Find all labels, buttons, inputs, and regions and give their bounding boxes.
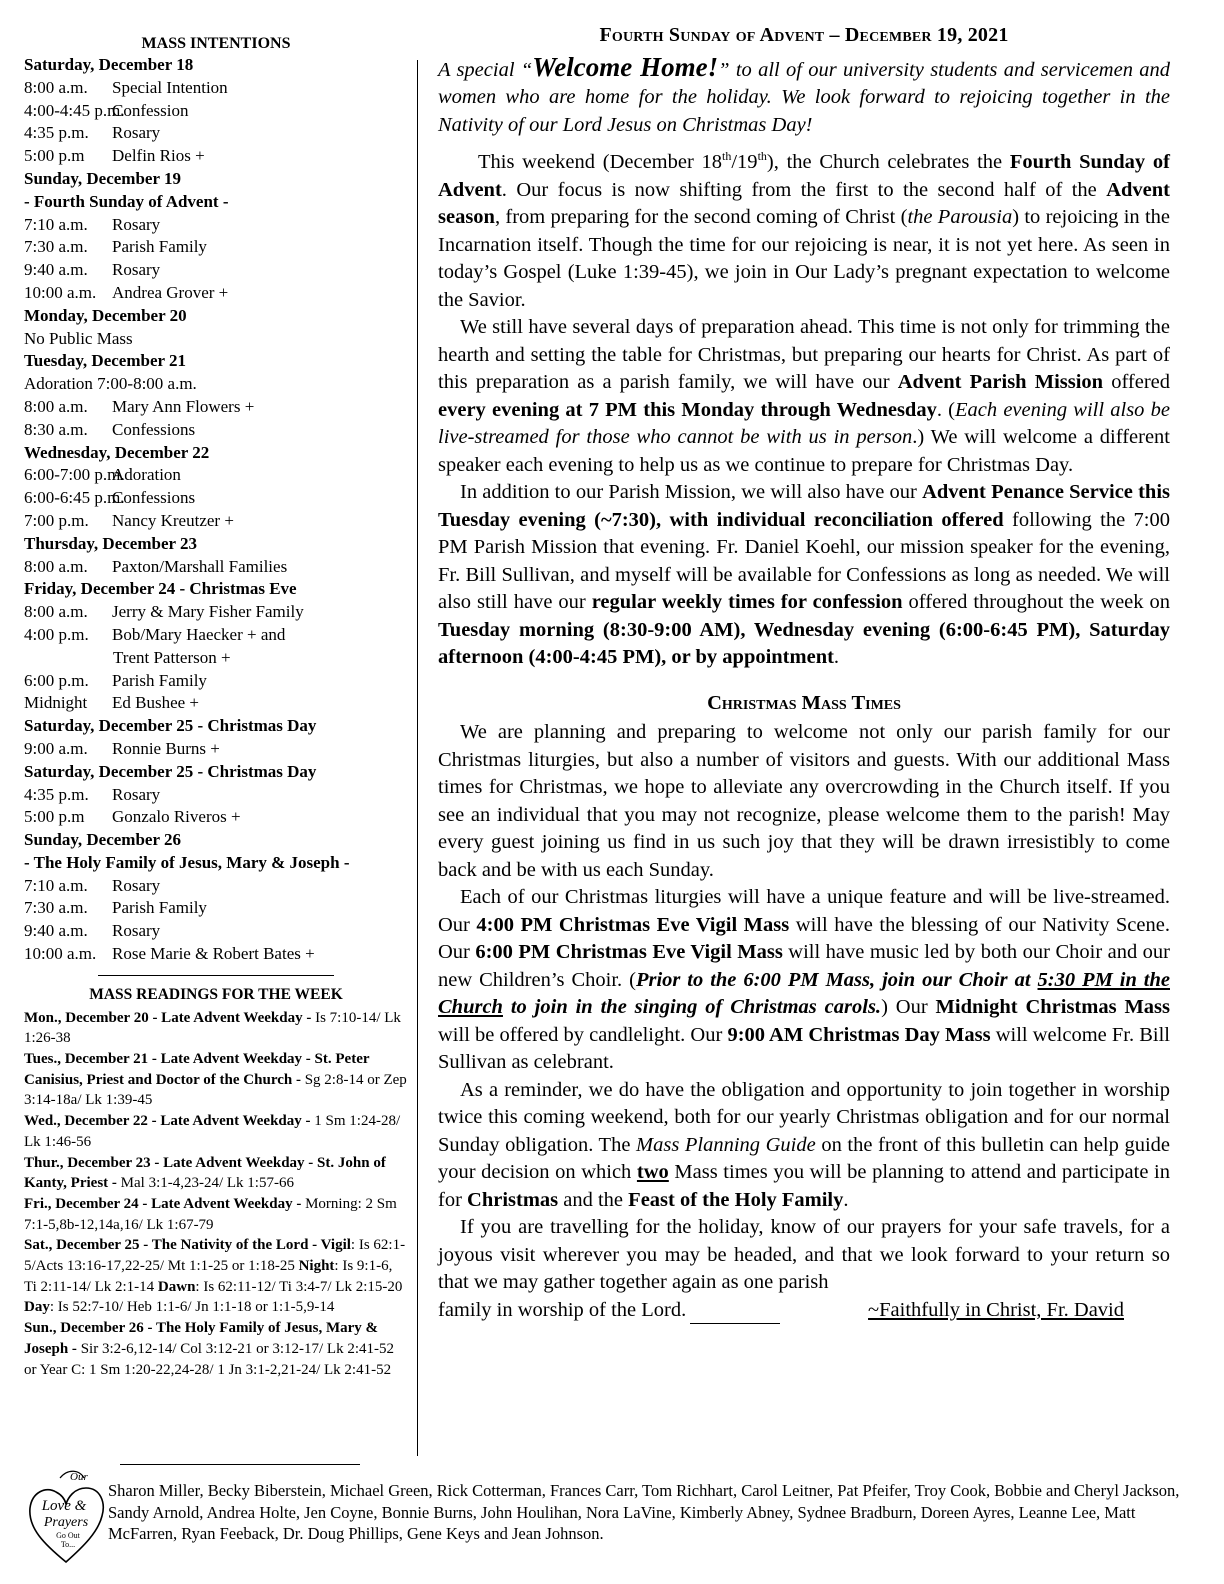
intention-day-heading: Friday, December 24 - Christmas Eve [24, 579, 297, 599]
intention-entry [24, 647, 408, 670]
mass-readings [24, 985, 408, 1380]
intention-entry [24, 670, 408, 693]
reading-citation: : Is 62:11-12/ Ti 3:4-7/ Lk 2:15-20 [195, 1278, 403, 1295]
intention-day-heading: - Fourth Sunday of Advent - [24, 191, 229, 211]
intention-time: 5:00 p.m [24, 807, 85, 827]
intention-text: Delfin Rios + [112, 146, 205, 166]
logo-text-love: Love & [41, 1498, 87, 1514]
left-column [24, 34, 408, 1380]
intention-time: 8:00 a.m. [24, 396, 88, 416]
intention-time: 6:00-7:00 p.m. [24, 465, 125, 485]
intention-entry [24, 122, 408, 145]
paragraph-penance-service: In addition to our Parish Mission, we will also have our Advent Penance Service this Tuesday evening (~7:30), with individual reconciliation offered following the 7:00 PM Parish Mission that evening. Fr. Daniel Koehl, our mission speaker for the evening, Fr. Bill Sullivan, and myself will be available for Confessions as long as needed. We will also still have our regular weekly times for confession offered throughout the week on Tuesday morning (8:30-9:00 AM), Wednesday evening (6:00-6:45 PM), Saturday afternoon (4:00-4:45 PM), or by appointment. [438, 481, 1171, 668]
intention-text: Parish Family [112, 237, 207, 257]
intention-day-heading: Sunday, December 19 [24, 168, 181, 188]
reading-title: Thur., December 23 - Late Advent Weekday - St. John of Kanty, Priest - [24, 1154, 386, 1192]
intention-time: 7:30 a.m. [24, 237, 88, 257]
intention-time: 4:00 p.m. [24, 624, 89, 644]
signature-line [438, 1297, 1170, 1325]
reading-title: Mon., December 20 - Late Advent Weekday - [24, 1009, 312, 1026]
column-divider [417, 60, 418, 1456]
intention-entry [24, 419, 408, 442]
reading-title: Dawn [157, 1278, 196, 1295]
intention-text: Confession [112, 100, 189, 120]
reading-citation: : Is 9:1-6, Ti 2:11-14/ Lk 2:1-14 [24, 1258, 393, 1295]
paragraph-obligation: As a reminder, we do have the obligation and opportunity to join together in worship twice this coming weekend, both for our yearly Christmas obligation and for our normal Sunday obligation. The Mass Planning Guide on the front of this bulletin can help guide your decision on which two Mass times you will be planning to attend and participate in for Christmas and the Feast of the Holy Family. [438, 1078, 1170, 1211]
intention-time: 10:00 a.m. [24, 282, 97, 302]
intention-text: Paxton/Marshall Families [112, 556, 288, 576]
christmas-mass-times-heading: Christmas Mass Times [707, 691, 901, 714]
intention-text: Parish Family [112, 670, 207, 690]
reading-title: Fri., December 24 - Late Advent Weekday - [24, 1195, 302, 1212]
intention-text: Ed Bushee + [112, 693, 200, 713]
paragraph-welcome-guests: We are planning and preparing to welcome not only our parish family for our Christmas liturgies, but also a number of visitors and guests. With our additional Mass times for Christmas, we hope to alleviate any overcrowding in the Church itself. If you see an individual that you may not recognize, please welcome them to the parish! May every guest joining us find in us such joy that they will be drawn irresistibly to come back and be with us each Sunday. [438, 721, 1170, 881]
intention-text: No Public Mass [24, 328, 133, 348]
reading-title: Wed., December 22 - Late Advent Weekday - [24, 1113, 311, 1130]
logo-text-prayers: Prayers [43, 1515, 89, 1530]
intention-text: Rosary [112, 214, 161, 234]
intention-entry [24, 556, 408, 579]
intention-text: Gonzalo Riveros + [112, 807, 241, 827]
intention-text: Ronnie Burns + [112, 738, 220, 758]
intention-text: Jerry & Mary Fisher Family [112, 602, 304, 622]
welcome-home-text: Welcome Home! [532, 51, 719, 82]
intention-text: Mary Ann Flowers + [112, 396, 255, 416]
intention-entry [24, 738, 408, 761]
intention-text: Adoration 7:00-8:00 a.m. [24, 374, 197, 394]
intention-time: 6:00 p.m. [24, 670, 89, 690]
intention-time: 7:00 p.m. [24, 510, 89, 530]
intention-text: Special Intention [112, 77, 228, 97]
paragraph-travel: If you are travelling for the holiday, know of our prayers for your safe travels, for a joyous visit wherever you may be headed, and that we look forward to your return so that we may gather together again as one parish [438, 1216, 1170, 1293]
intention-entry [24, 464, 408, 487]
intention-entry [24, 328, 408, 351]
reading-item [24, 1194, 408, 1235]
intention-text: Nancy Kreutzer + [112, 510, 234, 530]
reading-citation: Mal 3:1-4,23-24/ Lk 1:57-66 [116, 1175, 294, 1192]
reading-citation: 1 Sm 1:24-28/ Lk 1:46-56 [24, 1113, 401, 1150]
intention-day-heading: Saturday, December 25 - Christmas Day [24, 761, 317, 781]
divider [98, 975, 334, 976]
logo-text-our: Our [70, 1471, 88, 1483]
intention-time: Midnight [24, 693, 88, 713]
intention-entry [24, 897, 408, 920]
intention-text: Rose Marie & Robert Bates + [112, 944, 315, 964]
intention-time: 10:00 a.m. [24, 944, 97, 964]
intention-time: 8:00 a.m. [24, 602, 88, 622]
intention-entry [24, 236, 408, 259]
intention-text: Andrea Grover + [112, 282, 229, 302]
reading-citation: Sir 3:2-6,12-14/ Col 3:12-21 or 3:12-17/ Lk 2:41-52 or Year C: 1 Sm 1:20-22,24-28/ 1 Jn 3:1-2,21-24/ Lk 2:41-52 [24, 1340, 395, 1378]
intention-day-heading: Wednesday, December 22 [24, 442, 210, 462]
reading-citation: Sg 2:8-14 or Zep 3:14-18a/ Lk 1:39-45 [24, 1071, 407, 1109]
intention-entry [24, 601, 408, 624]
intention-time: 4:35 p.m. [24, 123, 89, 143]
reading-title: Day [24, 1299, 50, 1316]
intention-entry [24, 943, 408, 966]
intention-entry [24, 259, 408, 282]
intention-time: 6:00-6:45 p.m. [24, 488, 125, 508]
intention-day-heading: Monday, December 20 [24, 305, 187, 325]
intention-entry [24, 396, 408, 419]
reading-item [24, 1318, 408, 1380]
reading-item [24, 1049, 408, 1111]
intention-text: Parish Family [112, 898, 207, 918]
intention-entry [24, 875, 408, 898]
intention-text: Rosary [112, 875, 161, 895]
intention-entry [24, 487, 408, 510]
reading-citation: : Is 62:1-5/Acts 13:16-17,22-25/ Mt 1:1-25 or 1:18-25 [24, 1237, 406, 1275]
mass-readings-title: MASS READINGS FOR THE WEEK [89, 985, 343, 1003]
intention-text: Bob/Mary Haecker + and [112, 624, 286, 644]
reading-citation: Is 7:10-14/ Lk 1:26-38 [24, 1009, 401, 1047]
reading-item [24, 1235, 408, 1318]
intention-day-heading: Saturday, December 18 [24, 55, 194, 74]
intention-text: Rosary [112, 123, 161, 143]
intention-text: Rosary [112, 921, 161, 941]
reading-item [24, 1008, 408, 1049]
reading-title: Sat., December 25 - The Nativity of the Lord - Vigil [24, 1237, 351, 1254]
prayer-names: Sharon Miller, Becky Biberstein, Michael Green, Rick Cotterman, Frances Carr, Tom Richhart, Carol Leitner, Pat Pfeifer, Troy Cook, Bobbie and Cheryl Jackson, Sandy Arnold, Andrea Holte, Jen Coyne, Bonnie Burns, John Houlihan, Nora LaVine, Kimberly Abney, Sydnee Bradburn, Doreen Ayres, Leanne Lee, Matt McFarren, Ryan Feeback, Dr. Doug Phillips, Gene Keys and Jean Johnson. [108, 1481, 1180, 1543]
intention-time: 9:00 a.m. [24, 738, 88, 758]
right-column [438, 22, 1170, 1324]
mass-intentions-title: MASS INTENTIONS [141, 35, 291, 52]
intention-time: 8:00 a.m. [24, 556, 88, 576]
intention-entry [24, 100, 408, 123]
intention-time: 4:00-4:45 p.m. [24, 100, 125, 120]
page-title: Fourth Sunday of Advent – December 19, 2021 [599, 24, 1009, 46]
intention-entry [24, 510, 408, 533]
mass-readings-list [24, 1008, 408, 1381]
intention-entry [24, 373, 408, 396]
intention-entry [24, 806, 408, 829]
intention-time: 9:40 a.m. [24, 921, 88, 941]
intention-time: 9:40 a.m. [24, 260, 88, 280]
intention-time: 5:00 p.m [24, 146, 85, 166]
prayer-list-section [24, 1458, 1184, 1568]
divider [120, 1464, 360, 1465]
logo-text-to: To... [60, 1540, 76, 1549]
reading-item [24, 1153, 408, 1194]
intention-text: Rosary [112, 784, 161, 804]
intention-day-heading: Tuesday, December 21 [24, 351, 186, 371]
reading-title: Tues., December 21 - Late Advent Weekday - St. Peter Canisius, Priest and Doctor of the Church - [24, 1050, 370, 1088]
intention-entry [24, 77, 408, 100]
intention-entry [24, 784, 408, 807]
signature: ~Faithfully in Christ, Fr. David [868, 1298, 1124, 1321]
love-prayers-heart-logo [24, 1458, 108, 1568]
intention-text: Adoration [112, 465, 181, 485]
intention-entry [24, 145, 408, 168]
intention-day-heading: - The Holy Family of Jesus, Mary & Joseph - [24, 852, 350, 872]
intention-text: Rosary [112, 260, 161, 280]
intention-time: 8:30 a.m. [24, 419, 88, 439]
intention-entry [24, 692, 408, 715]
intention-entry [24, 624, 408, 647]
paragraph-fourth-sunday: This weekend (December 18th/19th), the Church celebrates the Fourth Sunday of Advent. Our focus is now shifting from the first to the second half of the Advent season, from preparing for the second coming of Christ (the Parousia) to rejoicing in the Incarnation itself. Though the time for our rejoicing is near, it is not yet here. As seen in today’s Gospel (Luke 1:39-45), we join in Our Lady’s pregnant expectation to welcome the Savior. [438, 149, 1170, 311]
intention-day-heading: Thursday, December 23 [24, 533, 197, 553]
reading-title: Sun., December 26 - The Holy Family of Jesus, Mary & Joseph - [24, 1320, 379, 1357]
intention-time: 7:30 a.m. [24, 898, 88, 918]
intention-entry [24, 214, 408, 237]
intention-time: 7:10 a.m. [24, 875, 88, 895]
closing-line: family in worship of the Lord. [438, 1298, 687, 1321]
intention-time: 4:35 p.m. [24, 784, 89, 804]
intention-day-heading: Sunday, December 26 [24, 830, 181, 850]
intention-entry [24, 282, 408, 305]
reading-item [24, 1111, 408, 1152]
intention-text: Confessions [112, 419, 196, 439]
mass-intentions-list [24, 54, 408, 966]
intention-day-heading: Saturday, December 25 - Christmas Day [24, 716, 317, 736]
logo-text-go-out: Go Out [56, 1531, 80, 1540]
paragraph-christmas-liturgies: Each of our Christmas liturgies will have a unique feature and will be live-streamed. Our 4:00 PM Christmas Eve Vigil Mass will have the blessing of our Nativity Scene. Our 6:00 PM Christmas Eve Vigil Mass will have music led by both our Choir and our new Children’s Choir. (Prior to the 6:00 PM Mass, join our Choir at 5:30 PM in the Church to join in the singing of Christmas carols.) Our Midnight Christmas Mass will be offered by candlelight. Our 9:00 AM Christmas Day Mass will welcome Fr. Bill Sullivan as celebrant. [438, 886, 1171, 1073]
intention-time: 7:10 a.m. [24, 214, 88, 234]
intention-text: Trent Patterson + [113, 647, 231, 667]
intention-entry [24, 920, 408, 943]
reading-title: Night [298, 1258, 335, 1275]
welcome-paragraph: A special “Welcome Home!” to all of our university students and servicemen and women who are home for the holiday. We look forward to rejoicing together in the Nativity of our Lord Jesus on Christmas Day! [438, 51, 1171, 136]
intention-time: 8:00 a.m. [24, 77, 88, 97]
paragraph-parish-mission: We still have several days of preparation ahead. This time is not only for trimming the hearth and setting the table for Christmas, but preparing our hearts for Christ. As part of this preparation as a parish family, we will have our Advent Parish Mission offered every evening at 7 PM this Monday through Wednesday. (Each evening will also be live-streamed for those who cannot be with us in person.) We will welcome a different speaker each evening to help us as we continue to prepare for Christmas Day. [438, 316, 1171, 476]
reading-citation: : Is 52:7-10/ Heb 1:1-6/ Jn 1:1-18 or 1:1-5,9-14 [49, 1299, 335, 1316]
reading-citation: Morning: 2 Sm 7:1-5,8b-12,14a,16/ Lk 1:67-79 [24, 1195, 397, 1233]
intention-text: Confessions [112, 488, 196, 508]
